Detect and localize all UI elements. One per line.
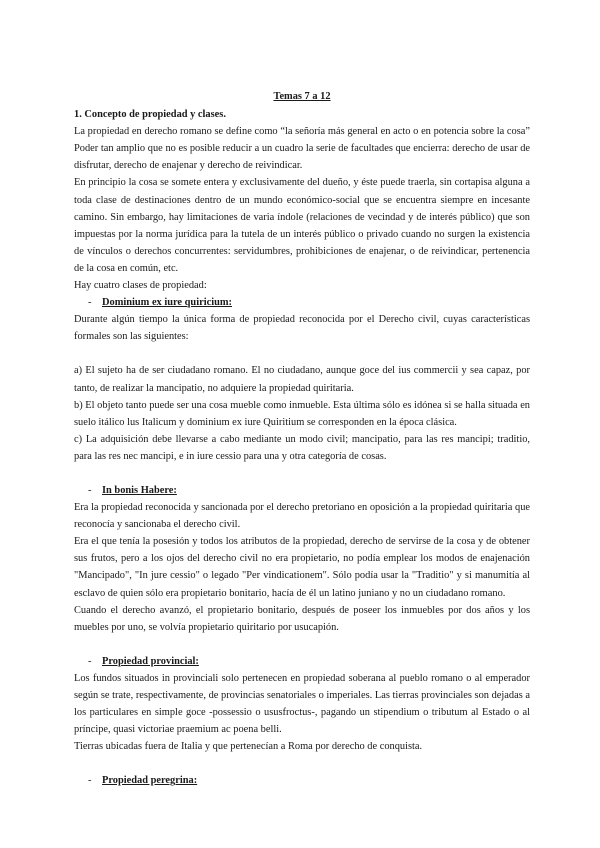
subheading-label: Propiedad provincial: xyxy=(102,655,199,667)
paragraph: En principio la cosa se somete entera y exclusivamente del dueño, y éste puede traerla, sin cortapisa alguna a toda clase de destinaciones dentro de un mundo económico-social que se encuentra siempre en incesante camino. Sin embargo, hay limitaciones de varia índole (relaciones de vecindad y de interés público) que son impuestas por la norma jurídica para la tutela de un interés público o privado cuando no surgen la existencia de vínculos o derechos concurrentes: servidumbres, prohibiciones de enajenar, o de reivindicar, pertenencia de la cosa en común, etc. xyxy=(74,177,530,274)
list-dash: - xyxy=(88,775,92,787)
subheading-label: In bonis Habere: xyxy=(102,484,177,496)
subheading-in-bonis xyxy=(74,482,530,499)
subheading-label: Dominium ex iure quiricium: xyxy=(102,297,232,309)
paragraph: Era la propiedad reconocida y sancionada por el derecho pretoriano en oposición a la propiedad quiritaria que reconocía y sancionaba el derecho civil. xyxy=(74,502,530,531)
list-item: b) El objeto tanto puede ser una cosa mueble como inmueble. Esta última sólo es idónea si se halla situada en suelo itálico lus Italicum y dominium ex iure Quiritium se corresponden en la época clásica. xyxy=(74,399,530,428)
list-dash: - xyxy=(88,297,92,309)
paragraph: Hay cuatro clases de propiedad: xyxy=(74,280,207,292)
paragraph: Era el que tenía la posesión y todos los atributos de la propiedad, derecho de servirse de la cosa y de obtener sus frutos, pero a los ojos del derecho civil no era propietario, no podía emplear los modos de enajenación "Mancipado", "In jure cessio" o legado "Per vindicationem". Sólo podía usar la "Traditio" y si manumitía al esclavo de quien sólo era propietario bonitario, hacía de él un latino juniano y no un ciudadano romano. xyxy=(74,536,530,599)
paragraph: Durante algún tiempo la única forma de propiedad reconocida por el Derecho civil, cuyas características formales son las siguientes: xyxy=(74,314,530,343)
list-dash: - xyxy=(88,484,92,496)
paragraph: Los fundos situados in provinciali solo pertenecen en propiedad soberana al pueblo romano o al emperador según se trate, respectivamente, de provincias senatoriales o imperiales. Las tierras provinciales son dejadas a los particulares en simple goce -possessio o ususfroctus-, pagando un stipendium o tributum al Estado o al príncipe, quasi victoriae praemium ac poena belli. xyxy=(74,672,530,736)
list-item: c) La adquisición debe llevarse a cabo mediante un modo civil; mancipatio, para las res mancipi; traditio, para las res nec mancipi, e in iure cessio para una y otra categoría de cosas. xyxy=(74,433,530,462)
paragraph: Cuando el derecho avanzó, el propietario bonitario, después de poseer los inmuebles por dos años y los muebles por uno, se volvía propietario quiritario por usucapión. xyxy=(74,604,530,633)
document-page xyxy=(74,88,530,789)
list-item: a) El sujeto ha de ser ciudadano romano. El no ciudadano, aunque goce del ius commercii y sea capaz, por tanto, de realizar la mancipatio, no adquiere la propiedad quiritaria. xyxy=(74,365,530,394)
section-heading: 1. Concepto de propiedad y clases. xyxy=(74,109,226,121)
subheading-label: Propiedad peregrina: xyxy=(102,775,198,787)
paragraph: Tierras ubicadas fuera de Italia y que pertenecían a Roma por derecho de conquista. xyxy=(74,741,423,753)
list-dash: - xyxy=(88,655,92,667)
subheading-provincial xyxy=(74,653,530,670)
subheading-peregrina xyxy=(74,772,530,789)
paragraph: La propiedad en derecho romano se define como “la señoría más general en acto o en potencia sobre la cosa” Poder tan amplio que no es posible reducir a un cuadro la serie de facultades que encierra: derecho de usar de disfrutar, derecho de enajenar y derecho de reivindicar. xyxy=(74,126,530,172)
subheading-dominium xyxy=(74,294,530,311)
document-title: Temas 7 a 12 xyxy=(273,91,331,102)
